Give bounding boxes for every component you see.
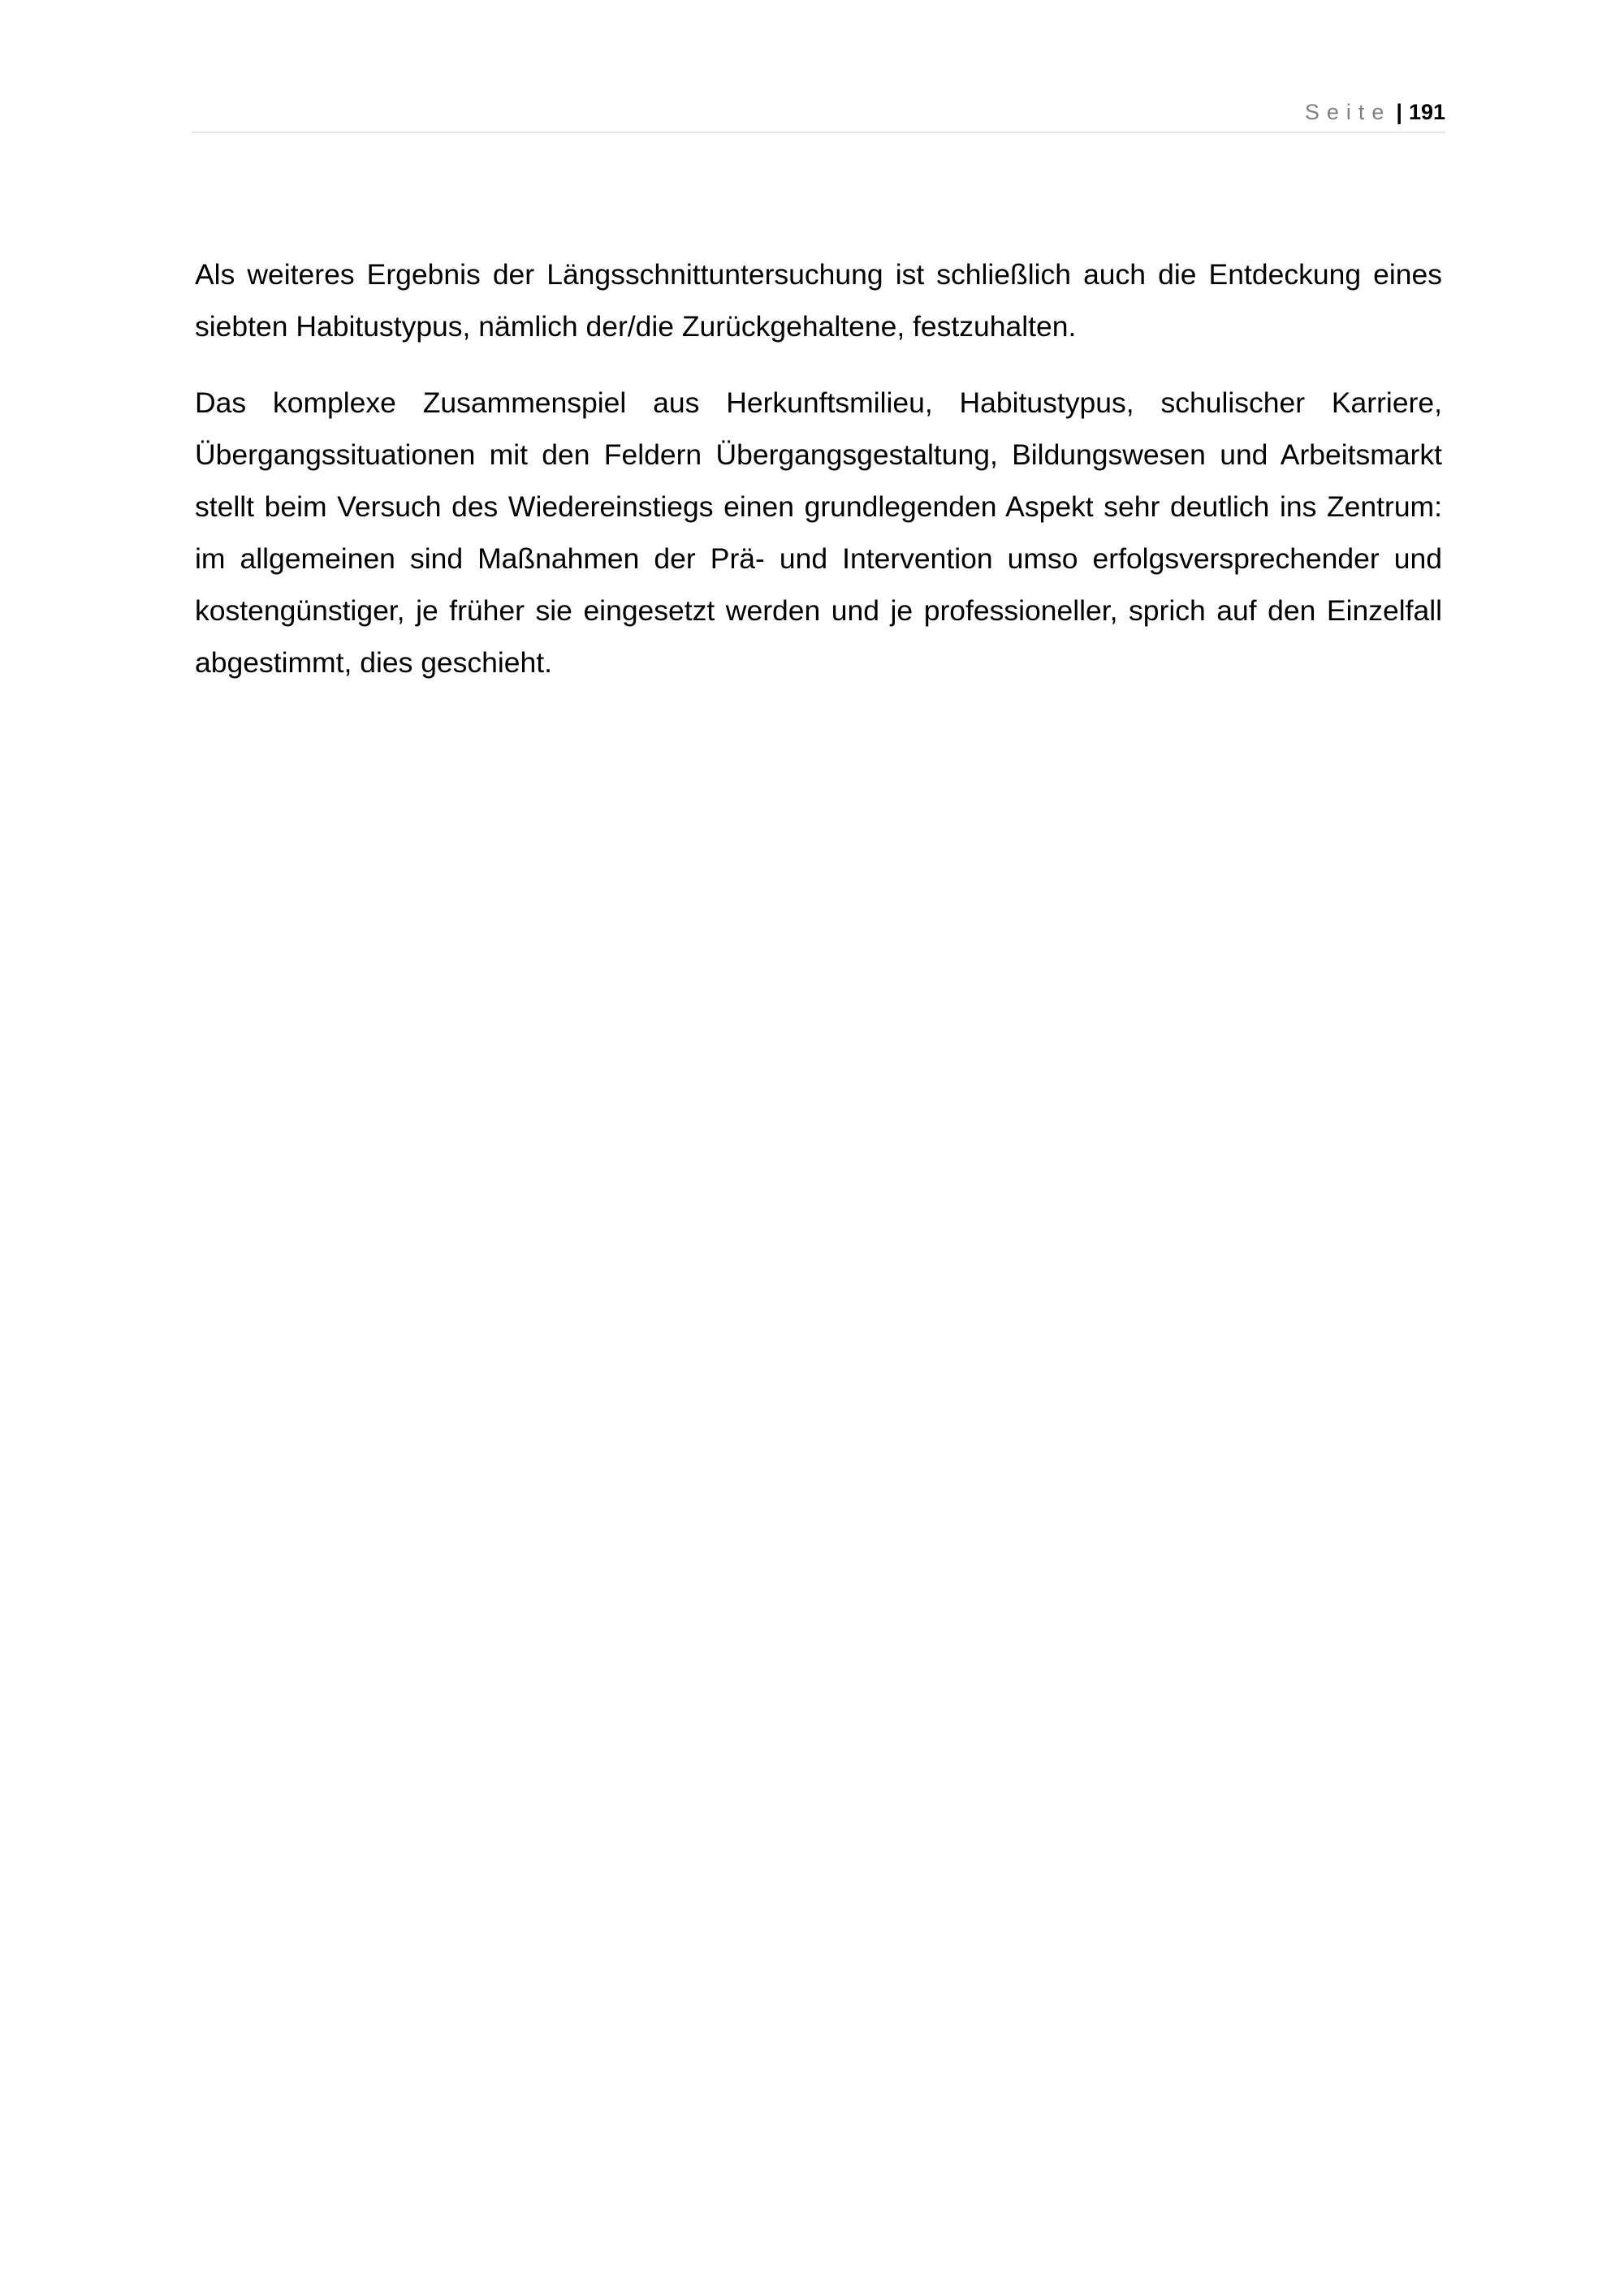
document-body bbox=[195, 248, 1442, 713]
page-separator: | bbox=[1396, 100, 1402, 124]
page-header bbox=[192, 96, 1445, 133]
header-page-info bbox=[1305, 99, 1445, 125]
page-number: 191 bbox=[1408, 100, 1445, 124]
paragraph-2: Das komplexe Zusammenspiel aus Herkunftsmilieu, Habitustypus, schulischer Karriere, Übergangssituationen mit den Feldern Übergangsgestaltung, Bildungswesen und Arbeitsmarkt stellt beim Versuch des Wiedereinstiegs einen grundlegenden Aspekt sehr deutlich ins Zentrum: im allgemeinen sind Maßnahmen der Prä- und Intervention umso erfolgsversprechender und kostengünstiger, je früher sie eingesetzt werden und je professioneller, sprich auf den Einzelfall abgestimmt, dies geschieht. bbox=[195, 386, 1442, 679]
paragraph-1: Als weiteres Ergebnis der Längsschnittuntersuchung ist schließlich auch die Entdeckung eines siebten Habitustypus, nämlich der/die Zurückgehaltene, festzuhalten. bbox=[195, 258, 1442, 343]
page-label: Seite bbox=[1304, 100, 1392, 124]
